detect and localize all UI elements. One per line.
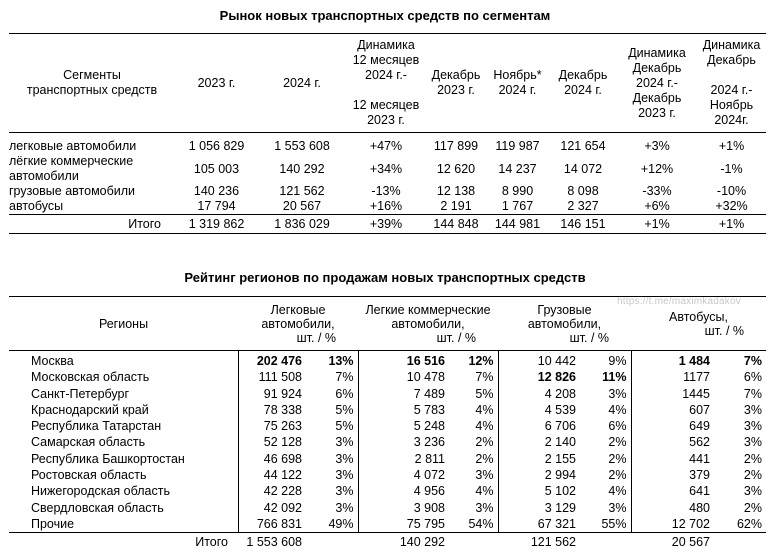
region-name: Москва [31, 354, 74, 368]
total-lcv: 140 292 [358, 533, 445, 551]
region-name: Ростовская область [31, 468, 147, 483]
cell-dec2023: 117 899 [433, 139, 479, 153]
cell-buses-pct: 3% [743, 419, 762, 434]
cell-cars-pct: 6% [335, 386, 354, 401]
cell-lcv-pct: 2% [475, 451, 494, 466]
cell-buses-pct: 2% [743, 468, 762, 483]
cell-buses: 607 [631, 402, 710, 418]
cell-cars: 78 338 [238, 402, 302, 418]
cell-cars-pct: 3% [335, 468, 354, 483]
cell-2023: 105 003 [193, 161, 240, 176]
total-label: Итого [9, 533, 238, 551]
table-row [9, 516, 766, 533]
cell-cars-pct: 5% [335, 419, 354, 434]
cell-trucks-pct: 2% [608, 435, 627, 450]
cell-buses: 480 [631, 500, 710, 516]
cell-lcv: 5 783 [358, 402, 445, 418]
cell-lcv: 4 072 [358, 467, 445, 483]
cell-trucks-pct: 3% [608, 386, 627, 401]
region-name: Свердловская область [31, 500, 164, 515]
cell-cars: 42 228 [238, 483, 302, 499]
cell-lcv-pct: 5% [475, 386, 494, 401]
cell-buses: 649 [631, 418, 710, 434]
cell-2023: 17 794 [197, 199, 236, 213]
cell-dyn-dec-nov: -10% [716, 184, 747, 198]
cell-lcv: 75 795 [358, 516, 445, 533]
cell-lcv-pct: 4% [475, 484, 494, 499]
region-name: Санкт-Петербург [31, 386, 130, 401]
region-name: Нижегородская область [31, 484, 170, 499]
cell-trucks-pct: 4% [608, 402, 627, 417]
table-row [9, 467, 766, 483]
cell-2024: 121 562 [279, 184, 325, 198]
cell-cars: 52 128 [238, 434, 302, 450]
cell-nov2024: 1 767 [501, 199, 534, 213]
cell-lcv: 4 956 [358, 483, 445, 499]
cell-dyn-dec: -33% [642, 184, 672, 198]
region-name: Краснодарский край [31, 402, 149, 417]
cell-dyn-dec: +3% [644, 139, 670, 153]
cell-trucks-pct: 11% [602, 370, 627, 385]
table-row [9, 483, 766, 499]
cell-trucks: 2 140 [498, 434, 576, 450]
header-nov2024: Ноябрь* 2024 г. [486, 34, 549, 133]
total-dec2024: 146 151 [549, 215, 617, 234]
cell-cars: 91 924 [238, 386, 302, 402]
cell-lcv: 2 811 [358, 451, 445, 467]
cell-cars: 766 831 [238, 516, 302, 533]
table-row [9, 199, 766, 215]
watermark: https://t.me/maximkadakov [617, 296, 741, 307]
cell-cars-pct: 7% [335, 370, 354, 385]
cell-dec2023: 2 191 [440, 199, 472, 213]
header-lcv: Легкие коммерческие автомобили, шт. / % [358, 297, 498, 351]
segments-table [9, 33, 766, 234]
table-row [9, 434, 766, 450]
cell-2024: 20 567 [282, 199, 322, 213]
cell-cars: 111 508 [238, 369, 302, 385]
cell-trucks: 3 129 [498, 500, 576, 516]
cell-dec2023: 12 138 [436, 184, 476, 198]
segment-name: лёгкие коммерческие автомобили [9, 154, 134, 183]
cell-buses: 379 [631, 467, 710, 483]
cell-cars-pct: 49% [328, 516, 354, 531]
cell-trucks: 67 321 [498, 516, 576, 533]
cell-2023: 1 056 829 [188, 139, 245, 153]
cell-lcv-pct: 3% [475, 500, 494, 515]
cell-2023: 140 236 [193, 184, 240, 198]
cell-trucks-pct: 2% [608, 451, 627, 466]
total-2024: 1 836 029 [258, 215, 346, 234]
segment-name: автобусы [9, 199, 64, 213]
total-dyn-dec-nov: +1% [697, 215, 766, 234]
header-dyn12: Динамика 12 месяцев 2024 г.- 12 месяцев 2023 г. [346, 34, 426, 133]
region-name: Самарская область [31, 435, 146, 450]
table2-header-row [9, 297, 766, 351]
cell-trucks: 2 994 [498, 467, 576, 483]
cell-dyn12: -13% [371, 184, 401, 198]
header-dec2023: Декабрь 2023 г. [426, 34, 486, 133]
cell-cars-pct: 5% [335, 402, 354, 417]
cell-cars-pct: 3% [335, 451, 354, 466]
cell-dyn-dec: +6% [644, 199, 670, 213]
regions-table [9, 296, 766, 550]
cell-trucks: 6 706 [498, 418, 576, 434]
cell-buses: 1445 [631, 386, 710, 402]
total-nov2024: 144 981 [486, 215, 549, 234]
total-trucks: 121 562 [498, 533, 576, 551]
cell-buses-pct: 2% [743, 451, 762, 466]
cell-dec2024: 14 072 [563, 161, 603, 176]
header-cars: Легковые автомобили, шт. / % [238, 297, 358, 351]
cell-lcv-pct: 7% [475, 370, 494, 385]
table-row [9, 369, 766, 385]
total-cars: 1 553 608 [238, 533, 302, 551]
cell-trucks-pct: 2% [608, 468, 627, 483]
segment-name: грузовые автомобили [9, 184, 136, 198]
total-2023: 1 319 862 [175, 215, 258, 234]
table-row [9, 133, 766, 155]
header-dec2024: Декабрь 2024 г. [549, 34, 617, 133]
table-row [9, 386, 766, 402]
cell-buses-pct: 3% [743, 402, 762, 417]
cell-buses-pct: 7% [743, 386, 762, 401]
header-regions: Регионы [9, 297, 238, 351]
cell-dyn-dec: +12% [640, 161, 674, 176]
cell-trucks-pct: 9% [608, 354, 627, 368]
cell-buses: 1177 [631, 369, 710, 385]
table-row [9, 418, 766, 434]
cell-dyn12: +34% [369, 161, 403, 176]
cell-trucks: 10 442 [498, 351, 576, 370]
cell-lcv: 10 478 [358, 369, 445, 385]
cell-dyn-dec-nov: -1% [720, 161, 743, 176]
table-row [9, 500, 766, 516]
cell-dyn-dec-nov: +1% [718, 139, 745, 153]
cell-cars: 42 092 [238, 500, 302, 516]
cell-dyn12: +47% [369, 139, 403, 153]
segment-name: легковые автомобили [9, 139, 137, 153]
cell-trucks-pct: 55% [601, 516, 627, 531]
cell-trucks: 5 102 [498, 483, 576, 499]
cell-cars: 202 476 [238, 351, 302, 370]
cell-trucks-pct: 6% [608, 419, 627, 434]
cell-trucks-pct: 3% [608, 500, 627, 515]
table-row [9, 451, 766, 467]
cell-buses-pct: 3% [743, 484, 762, 499]
cell-lcv: 16 516 [358, 351, 445, 370]
cell-lcv: 7 489 [358, 386, 445, 402]
header-trucks: Грузовые автомобили, шт. / % [498, 297, 631, 351]
table2-title: Рейтинг регионов по продажам новых транспортных средств [184, 270, 586, 285]
cell-buses: 562 [631, 434, 710, 450]
total-label: Итого [9, 215, 175, 234]
table-row [9, 402, 766, 418]
cell-dec2024: 8 098 [567, 184, 599, 198]
cell-trucks: 12 826 [498, 369, 576, 385]
cell-nov2024: 14 237 [498, 161, 537, 176]
header-2023: 2023 г. [175, 34, 258, 133]
cell-nov2024: 8 990 [501, 184, 534, 198]
cell-dec2024: 121 654 [560, 139, 606, 153]
table-row [9, 154, 766, 184]
cell-buses-pct: 62% [736, 516, 762, 531]
table1-total-row [9, 215, 766, 234]
total-dyn-dec: +1% [617, 215, 697, 234]
total-dyn12: +39% [346, 215, 426, 234]
region-name: Республика Башкортостан [31, 451, 185, 466]
cell-nov2024: 119 987 [495, 139, 540, 153]
cell-trucks: 2 155 [498, 451, 576, 467]
cell-cars: 75 263 [238, 418, 302, 434]
cell-buses-pct: 2% [743, 500, 762, 515]
table-row [9, 184, 766, 199]
region-name: Московская область [31, 370, 150, 385]
cell-cars-pct: 13% [328, 354, 354, 368]
table1-title: Рынок новых транспортных средств по сегментам [219, 8, 551, 23]
header-2024: 2024 г. [258, 34, 346, 133]
cell-lcv-pct: 2% [475, 435, 494, 450]
cell-lcv: 3 908 [358, 500, 445, 516]
cell-buses-pct: 7% [743, 354, 762, 368]
cell-trucks-pct: 4% [608, 484, 627, 499]
cell-trucks: 4 208 [498, 386, 576, 402]
region-name: Республика Татарстан [31, 419, 162, 434]
cell-buses-pct: 3% [743, 435, 762, 450]
total-buses: 20 567 [631, 533, 710, 551]
table1-header-row [9, 34, 766, 133]
cell-2024: 1 553 608 [274, 139, 330, 153]
cell-buses: 12 702 [631, 516, 710, 533]
cell-cars: 46 698 [238, 451, 302, 467]
cell-buses: 641 [631, 483, 710, 499]
cell-dec2023: 12 620 [436, 161, 476, 176]
header-dyn-dec-nov: Динамика Декабрь 2024 г.- Ноябрь 2024г. [697, 34, 766, 133]
cell-cars-pct: 3% [335, 500, 354, 515]
cell-cars: 44 122 [238, 467, 302, 483]
cell-dyn-dec-nov: +32% [715, 199, 748, 213]
cell-buses: 1 484 [631, 351, 710, 370]
cell-cars-pct: 3% [335, 435, 354, 450]
cell-cars-pct: 3% [335, 484, 354, 499]
cell-trucks: 4 539 [498, 402, 576, 418]
table2-total-row [9, 533, 766, 551]
region-name: Прочие [31, 516, 75, 531]
cell-lcv-pct: 12% [468, 354, 494, 368]
cell-buses-pct: 6% [743, 370, 762, 385]
cell-lcv: 3 236 [358, 434, 445, 450]
header-buses: Автобусы, шт. / % [631, 297, 766, 351]
cell-lcv-pct: 4% [475, 419, 494, 434]
total-dec2023: 144 848 [426, 215, 486, 234]
cell-dec2024: 2 327 [567, 199, 599, 213]
cell-lcv-pct: 54% [468, 516, 494, 531]
cell-buses: 441 [631, 451, 710, 467]
cell-lcv-pct: 4% [475, 402, 494, 417]
cell-2024: 140 292 [279, 161, 325, 176]
cell-lcv-pct: 3% [475, 468, 494, 483]
cell-dyn12: +16% [369, 199, 403, 213]
cell-lcv: 5 248 [358, 418, 445, 434]
table-row [9, 351, 766, 370]
header-dyn-dec: Динамика Декабрь 2024 г.- Декабрь 2023 г. [617, 34, 697, 133]
header-segments: Сегменты транспортных средств [9, 34, 175, 133]
